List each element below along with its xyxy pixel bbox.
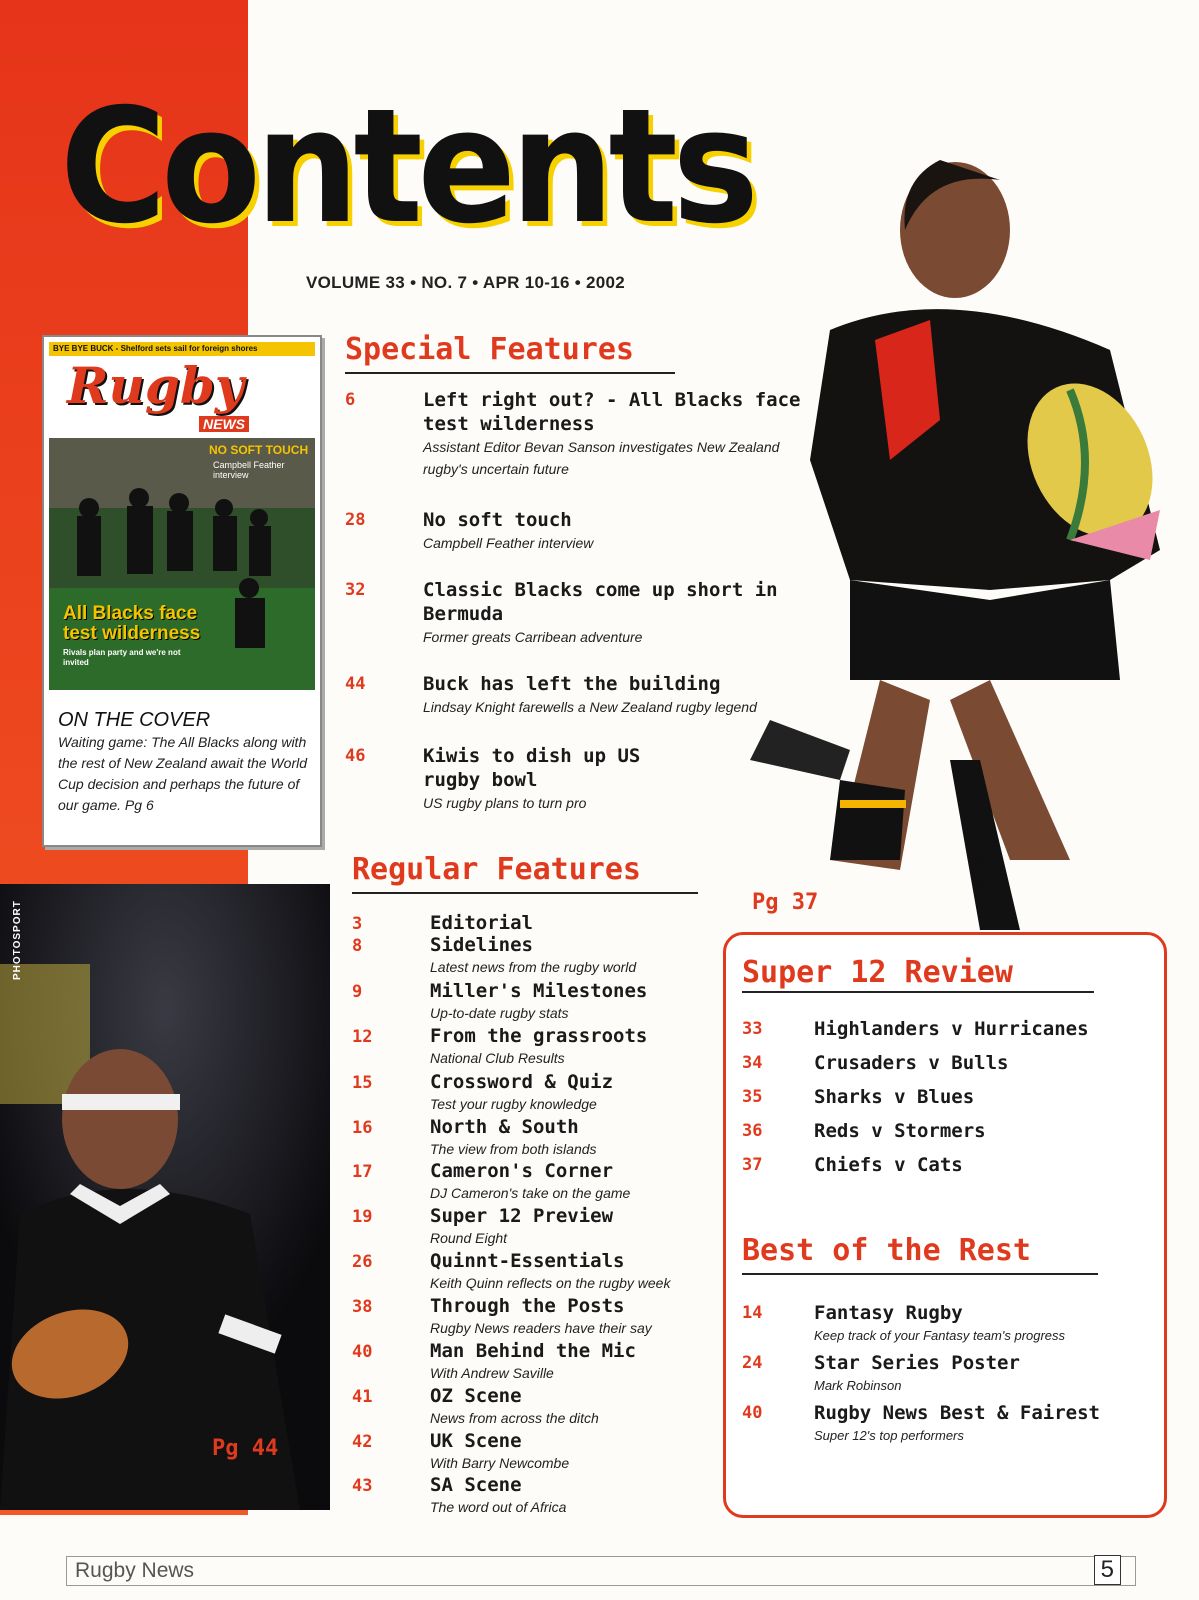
best-rest-item-title: Star Series Poster [814, 1352, 1020, 1374]
cover-image [49, 342, 315, 690]
special-item-4-sub: Lindsay Knight farewells a New Zealand rugby legend [423, 699, 757, 715]
footer-publication: Rugby News [75, 1559, 195, 1582]
regular-item-sub: Rugby News readers have their say [430, 1320, 652, 1336]
regular-item-page: 15 [352, 1073, 373, 1093]
regular-item-sub: With Andrew Saville [430, 1365, 554, 1381]
regular-item-page: 19 [352, 1207, 373, 1227]
regular-item-page: 3 [352, 914, 363, 934]
special-item-3-sub: Former greats Carribean adventure [423, 629, 643, 645]
regular-item-title: UK Scene [430, 1430, 522, 1452]
all-black-player-photo [0, 884, 330, 1510]
regular-item-page: 42 [352, 1432, 373, 1452]
special-item-3-title: Classic Blacks come up short in Bermuda [423, 579, 778, 625]
special-item-1-page: 6 [345, 390, 356, 410]
best-rest-item-title: Rugby News Best & Fairest [814, 1402, 1100, 1424]
special-item-5-sub: US rugby plans to turn pro [423, 795, 587, 811]
super12-item-page: 33 [742, 1019, 763, 1039]
regular-item-sub: DJ Cameron's take on the game [430, 1185, 631, 1201]
regular-item-page: 17 [352, 1162, 373, 1182]
regular-item-title: OZ Scene [430, 1385, 522, 1407]
special-item-2-page: 28 [345, 510, 366, 530]
regular-features-rule [352, 892, 698, 894]
cover-promo: NO SOFT TOUCH [209, 443, 309, 457]
regular-item-page: 12 [352, 1027, 373, 1047]
special-item-5-page: 46 [345, 746, 366, 766]
super12-item-title: Highlanders v Hurricanes [814, 1018, 1089, 1040]
regular-item-sub: The view from both islands [430, 1141, 597, 1157]
best-rest-item-sub: Mark Robinson [814, 1378, 902, 1393]
best-rest-heading: Best of the Rest [742, 1233, 1031, 1268]
regular-item-sub: Latest news from the rugby world [430, 959, 637, 975]
cover-caption-heading: ON THE COVER [58, 709, 211, 731]
cover-promo-sub: Campbell Feather interview [213, 460, 285, 480]
special-item-3-page: 32 [345, 580, 366, 600]
photo-page-tag: Pg 44 [212, 1436, 279, 1461]
regular-item-page: 16 [352, 1118, 373, 1138]
player-photo-illustration [0, 884, 330, 1510]
regular-features-heading: Regular Features [352, 852, 641, 887]
special-features-heading: Special Features [345, 332, 634, 367]
cover-tagline: BYE BYE BUCK - Shelford sets sail for foreign shores [53, 344, 258, 353]
cover-masthead: Rugby [67, 356, 244, 415]
super12-item-page: 34 [742, 1053, 763, 1073]
cover-headline-sub: Rivals plan party and we're not invited [63, 648, 181, 667]
super12-item-page: 37 [742, 1155, 763, 1175]
super12-rule [742, 991, 1094, 993]
best-rest-item-page: 40 [742, 1403, 763, 1423]
page-footer [66, 1556, 1136, 1586]
cover-caption [58, 709, 308, 816]
regular-item-sub: Up-to-date rugby stats [430, 1005, 569, 1021]
super12-box [723, 932, 1167, 1518]
regular-item-title: Man Behind the Mic [430, 1340, 636, 1362]
regular-item-title: SA Scene [430, 1474, 522, 1496]
best-rest-item-sub: Keep track of your Fantasy team's progress [814, 1328, 1066, 1343]
regular-item-title: Through the Posts [430, 1295, 625, 1317]
regular-item-title: Crossword & Quiz [430, 1071, 614, 1093]
regular-item-sub: Keith Quinn reflects on the rugby week [430, 1275, 671, 1291]
special-item-4-page: 44 [345, 674, 366, 694]
regular-item-title: Super 12 Preview [430, 1205, 614, 1227]
regular-item-title: Cameron's Corner [430, 1160, 614, 1182]
regular-item-sub: News from across the ditch [430, 1410, 599, 1426]
cover-headline: All Blacks face test wilderness [63, 603, 201, 644]
regular-item-title: North & South [430, 1116, 579, 1138]
regular-item-title: From the grassroots [430, 1025, 648, 1047]
regular-item-sub: National Club Results [430, 1050, 565, 1066]
regular-item-page: 9 [352, 982, 363, 1002]
regular-item-title: Editorial [430, 912, 533, 934]
cover-masthead-sub: NEWS [199, 416, 249, 432]
super12-heading: Super 12 Review [742, 955, 1013, 990]
regular-item-sub: Test your rugby knowledge [430, 1096, 597, 1112]
regular-item-page: 43 [352, 1476, 373, 1496]
cover-caption-body: Waiting game: The All Blacks along with the rest of New Zealand await the World Cup decision and perhaps the future of our game. Pg 6 [58, 734, 308, 813]
cover-thumbnail[interactable] [42, 335, 322, 847]
regular-item-title: Quinnt-Essentials [430, 1250, 625, 1272]
special-item-2-title: No soft touch [423, 509, 572, 531]
special-item-5-title: Kiwis to dish up US rugby bowl [423, 745, 641, 791]
regular-item-page: 40 [352, 1342, 373, 1362]
regular-item-title: Sidelines [430, 934, 533, 956]
cover-tagline-bar [49, 342, 315, 356]
special-item-1-title: Left right out? - All Blacks face test wilderness [423, 389, 801, 435]
regular-item-title: Miller's Milestones [430, 980, 648, 1002]
best-rest-item-page: 14 [742, 1303, 763, 1323]
super12-item-page: 35 [742, 1087, 763, 1107]
regular-item-sub: The word out of Africa [430, 1499, 567, 1515]
footer-page-number: 5 [1094, 1555, 1121, 1585]
super12-page-tag: Pg 37 [752, 890, 819, 915]
regular-item-page: 26 [352, 1252, 373, 1272]
best-rest-item-page: 24 [742, 1353, 763, 1373]
best-rest-item-title: Fantasy Rugby [814, 1302, 963, 1324]
photo-credit-2: PHOTOSPORT [12, 900, 23, 980]
regular-item-page: 8 [352, 936, 363, 956]
super12-item-title: Chiefs v Cats [814, 1154, 963, 1176]
special-item-2-sub: Campbell Feather interview [423, 535, 594, 551]
super12-item-page: 36 [742, 1121, 763, 1141]
best-rest-item-sub: Super 12's top performers [814, 1428, 964, 1443]
page-title: Contents [60, 75, 754, 259]
special-item-4-title: Buck has left the building [423, 673, 721, 695]
super12-item-title: Crusaders v Bulls [814, 1052, 1009, 1074]
super12-item-title: Sharks v Blues [814, 1086, 975, 1108]
super12-item-title: Reds v Stormers [814, 1120, 986, 1142]
regular-item-sub: Round Eight [430, 1230, 508, 1246]
issue-info: VOLUME 33 • NO. 7 • APR 10-16 • 2002 [306, 273, 626, 292]
regular-item-page: 41 [352, 1387, 373, 1407]
photo-credit-1: PHOTOSPORT [978, 822, 989, 902]
special-item-1-sub: Assistant Editor Bevan Sanson investigates New Zealand rugby's uncertain future [423, 439, 780, 477]
best-rest-rule [742, 1273, 1098, 1275]
regular-item-page: 38 [352, 1297, 373, 1317]
special-features-rule [345, 372, 675, 374]
regular-item-sub: With Barry Newcombe [430, 1455, 570, 1471]
